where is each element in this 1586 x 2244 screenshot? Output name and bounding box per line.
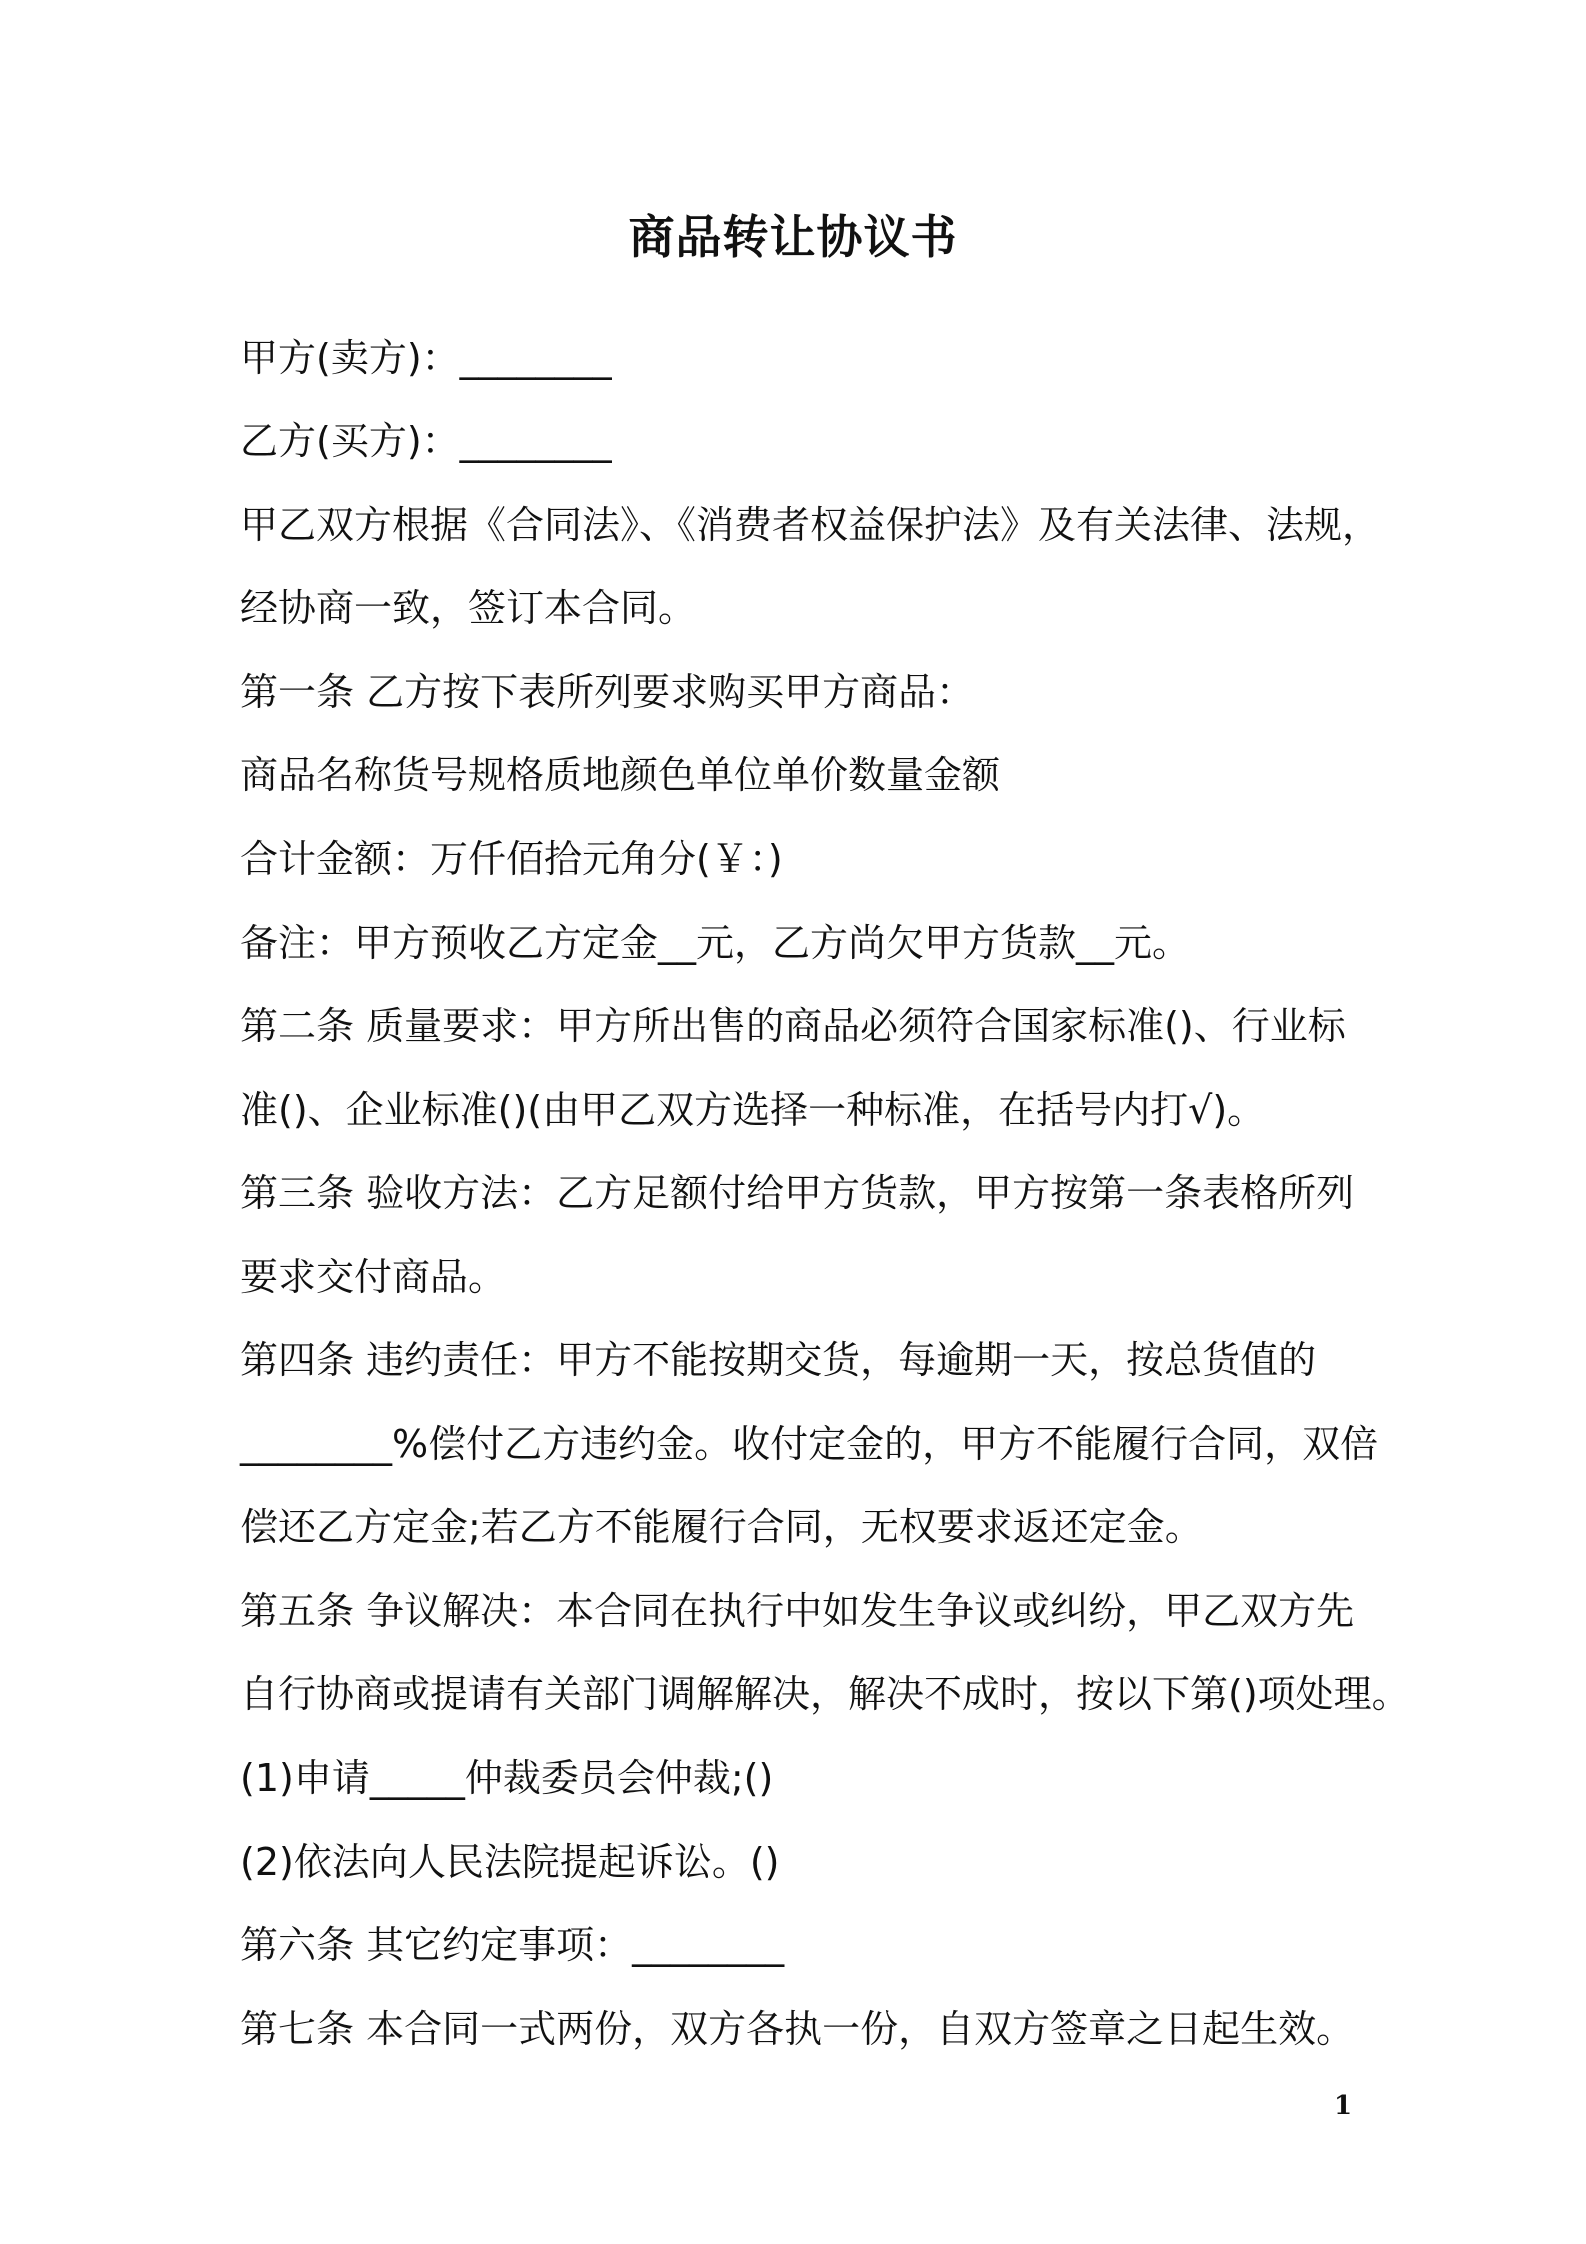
preamble-line-1: 甲乙双方根据《合同法》、《消费者权益保护法》及有关法律、法规，	[240, 503, 1381, 547]
article-5-line-1: 第五条 争议解决：本合同在执行中如发生争议或纠纷，甲乙双方先	[240, 1589, 1355, 1633]
article-5-line-2: 自行协商或提请有关部门调解解决，解决不成时，按以下第()项处理。	[240, 1672, 1410, 1716]
arbitration-option-line: (1)申请_____仲裁委员会仲裁;()	[240, 1756, 774, 1800]
article-4-line-1: 第四条 违约责任：甲方不能按期交货，每逾期一天，按总货值的	[240, 1338, 1317, 1382]
article-4-line-3: 偿还乙方定金;若乙方不能履行合同，无权要求返还定金。	[240, 1505, 1203, 1549]
seller-line: 甲方(卖方)：________	[240, 336, 612, 380]
remarks-line: 备注：甲方预收乙方定金__元，乙方尚欠甲方货款__元。	[240, 921, 1191, 965]
article-3-line-1: 第三条 验收方法：乙方足额付给甲方货款，甲方按第一条表格所列	[240, 1171, 1355, 1215]
page-number: 1	[1334, 2091, 1353, 2121]
article-2-line-2: 准()、企业标准()(由甲乙双方选择一种标准，在括号内打√)。	[240, 1088, 1266, 1132]
article-6-line: 第六条 其它约定事项：________	[240, 1923, 785, 1967]
article-4-line-2: ________%偿付乙方违约金。收付定金的，甲方不能履行合同，双倍	[240, 1422, 1379, 1466]
buyer-line: 乙方(买方)：________	[240, 419, 612, 463]
preamble-line-2: 经协商一致，签订本合同。	[240, 586, 697, 630]
total-amount-line: 合计金额：万仟佰拾元角分(￥：)	[240, 837, 783, 881]
article-2-line-1: 第二条 质量要求：甲方所出售的商品必须符合国家标准()、行业标	[240, 1004, 1346, 1048]
article-1-line: 第一条 乙方按下表所列要求购买甲方商品：	[240, 670, 975, 714]
litigation-option-line: (2)依法向人民法院提起诉讼。()	[240, 1840, 780, 1884]
document-title: 商品转让协议书	[628, 210, 958, 264]
goods-header-line: 商品名称货号规格质地颜色单位单价数量金额	[240, 753, 1001, 797]
article-3-line-2: 要求交付商品。	[240, 1255, 507, 1299]
article-7-line: 第七条 本合同一式两份，双方各执一份，自双方签章之日起生效。	[240, 2007, 1355, 2051]
